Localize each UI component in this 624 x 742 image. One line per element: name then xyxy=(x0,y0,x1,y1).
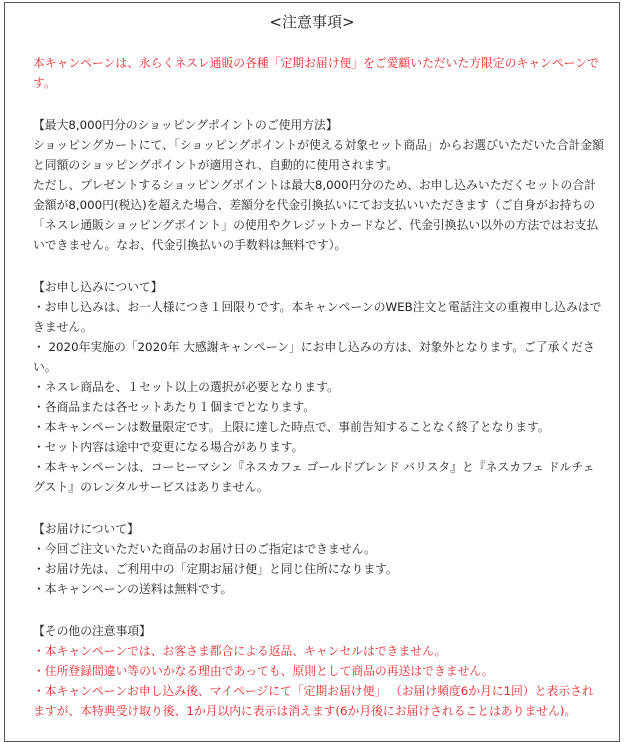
section-other-notes xyxy=(33,621,605,721)
section-line: ・本キャンペーンお申し込み後、マイページにて「定期お届け便」 （お届け頻度6か月に1回）と表示されますが、本特典受け取り後、1か月以内に表示は消えます(6か月後にお届けされることはありません)。 xyxy=(33,684,594,718)
section-line: ・各商品または各セットあたり１個までとなります。 xyxy=(33,400,316,414)
section-line: ただし、プレゼントするショッピングポイントは最大8,000円分のため、お申し込みいただくセットの合計金額が8,000円(税込)を超えた場合、差額分を代金引換払いにてお支払いいただきます（ご自身がお持ちの「ネスレ通販ショッピングポイント」の使用やクレジットカードなど、代金引換払い以外の方法ではお支払いできません。なお、代金引換払いの手数料は無料です）。 xyxy=(33,178,599,252)
section-line: ・お申し込みは、お一人様につき１回限りです。本キャンペーンのWEB注文と電話注文の重複申し込みはできません。 xyxy=(33,300,602,334)
notice-panel xyxy=(4,2,620,742)
section-heading: 【その他の注意事項】 xyxy=(33,624,151,638)
section-application xyxy=(33,277,605,497)
section-line: ・ 2020年実施の「2020年 大感謝キャンペーン」にお申し込みの方は、対象外となります。ご了承ください。 xyxy=(33,340,595,374)
section-heading: 【お届けについて】 xyxy=(33,522,139,536)
section-delivery xyxy=(33,519,605,599)
section-line: ・セット内容は途中で変更になる場合があります。 xyxy=(33,440,304,454)
section-line: ・住所登録間違い等のいかなる理由であっても、原則として商品の再送はできません。 xyxy=(33,664,494,678)
section-heading: 【最大8,000円分のショッピングポイントのご使用方法】 xyxy=(33,118,338,132)
section-line: ・本キャンペーンの送料は無料です。 xyxy=(33,582,233,596)
notice-title: <注意事項> xyxy=(269,13,355,31)
section-line: ・ネスレ商品を、１セット以上の選択が必要となります。 xyxy=(33,380,339,394)
section-line: ・今回ご注文いただいた商品のお届け日のご指定はできません。 xyxy=(33,542,376,556)
section-line: ・本キャンペーンでは、お客さま都合による返品、キャンセルはできません。 xyxy=(33,644,447,658)
intro-text: 本キャンペーンは、永らくネスレ通販の各種「定期お届け便」をご愛顧いただいた方限定のキャンペーンです。 xyxy=(33,56,599,90)
section-heading: 【お申し込みについて】 xyxy=(33,280,163,294)
section-line: ・お届け先は、ご利用中の「定期お届け便」と同じ住所になります。 xyxy=(33,562,398,576)
section-line: ・本キャンペーンは、コーヒーマシン『ネスカフェ ゴールドブレンド バリスタ』と『ネスカフェ ドルチェ グスト』のレンタルサービスはありません。 xyxy=(33,460,595,494)
notice-content xyxy=(5,53,619,721)
section-line: ショッピングカートにて、「ショッピングポイントが使える対象セット商品」からお選びいただいた合計金額と同額のショッピングポイントが適用され、自動的に使用されます。 xyxy=(33,138,604,172)
section-points-usage xyxy=(33,115,605,255)
section-line: ・本キャンペーンは数量限定です。上限に達した時点で、事前告知することなく終了となります。 xyxy=(33,420,550,434)
